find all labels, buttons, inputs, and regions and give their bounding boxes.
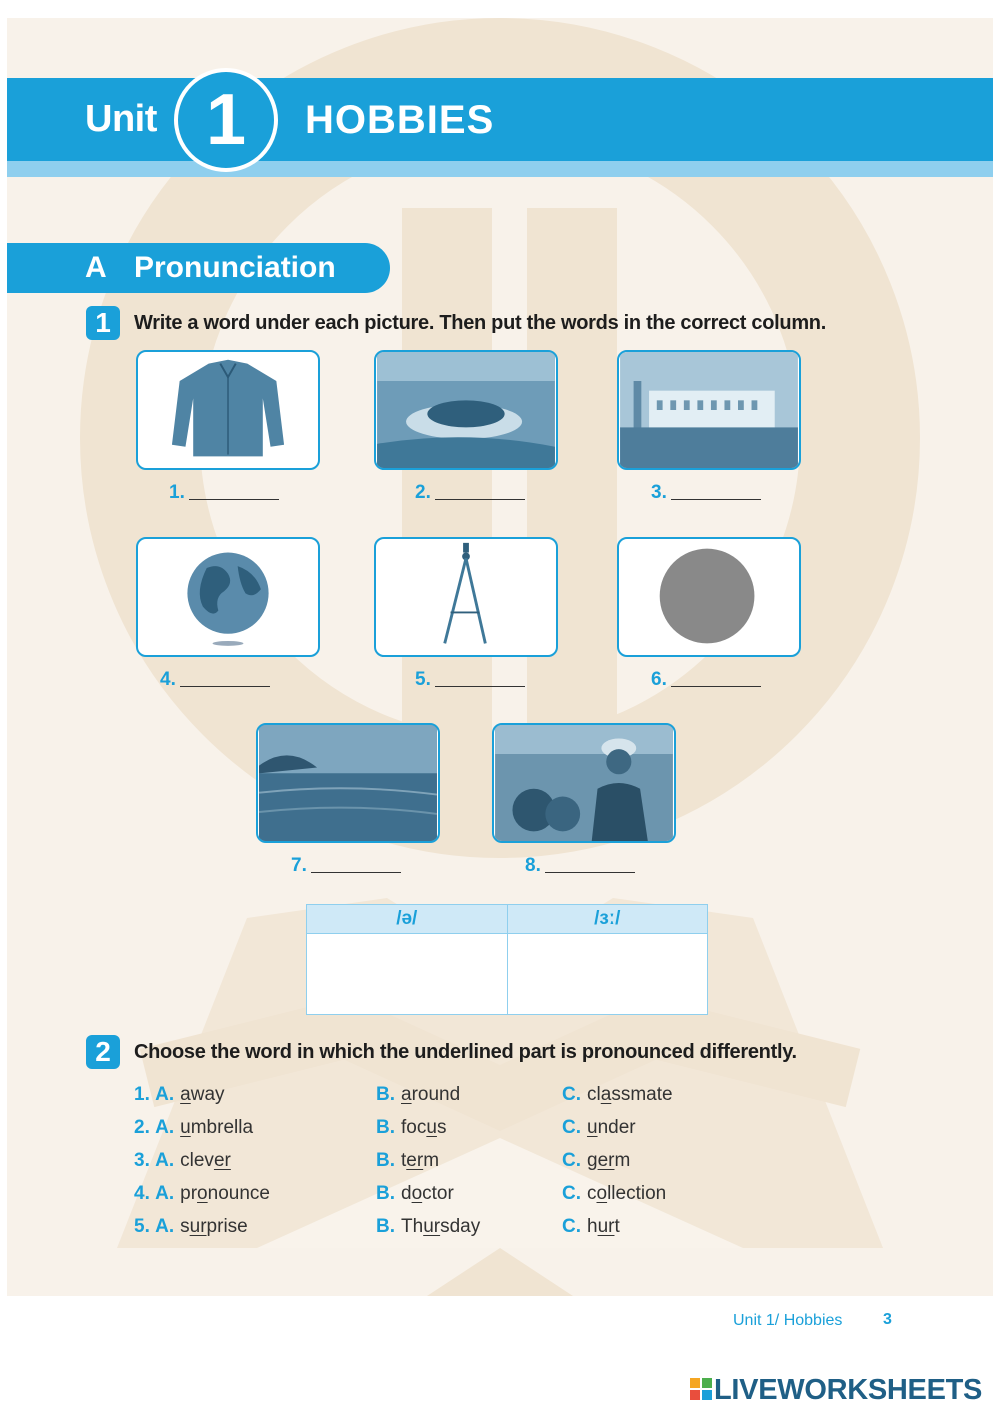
column-header-long-er: /ɜː/: [507, 905, 708, 934]
caption-4: 4.: [160, 669, 270, 691]
caption-2: 2.: [415, 482, 525, 504]
option-2b[interactable]: B. focus: [376, 1117, 447, 1138]
unit-label: Unit: [85, 98, 157, 140]
section-letter: A: [85, 251, 107, 284]
picture-7-sea: [256, 723, 440, 843]
sound-sort-table: [306, 904, 708, 1015]
liveworksheets-logo[interactable]: [690, 1374, 990, 1406]
option-5c[interactable]: C. hurt: [562, 1216, 620, 1237]
question-row-1: [134, 1084, 834, 1108]
picture-8-worker: [492, 723, 676, 843]
answer-blank-5[interactable]: [435, 673, 525, 687]
picture-2-island: [374, 350, 558, 470]
liveworksheets-wordmark: LIVEWORKSHEETS: [714, 1374, 983, 1406]
palace-icon: [619, 352, 799, 468]
answer-blank-2[interactable]: [435, 486, 525, 500]
option-3a[interactable]: 3. A. clever: [134, 1150, 231, 1171]
question-row-5: [134, 1216, 834, 1240]
caption-5: 5.: [415, 669, 525, 691]
option-4a[interactable]: 4. A. pronounce: [134, 1183, 270, 1204]
option-4c[interactable]: C. collection: [562, 1183, 667, 1204]
shirt-icon: [138, 352, 318, 468]
option-2c[interactable]: C. under: [562, 1117, 636, 1138]
picture-5-compass: [374, 537, 558, 657]
picture-3-palace: [617, 350, 801, 470]
picture-4-globe: [136, 537, 320, 657]
option-3c[interactable]: C. germ: [562, 1150, 631, 1171]
island-icon: [376, 352, 556, 468]
worksheet-page: [7, 18, 993, 1296]
compass-tool-icon: [376, 539, 556, 655]
option-5a[interactable]: 5. A. surprise: [134, 1216, 248, 1237]
section-title: Pronunciation: [134, 251, 336, 284]
sea-icon: [258, 725, 438, 841]
globe-icon: [138, 539, 318, 655]
answer-blank-4[interactable]: [180, 673, 270, 687]
header-stripe: [7, 161, 993, 177]
circle-shape-icon: [619, 539, 799, 655]
long-er-answer-cell[interactable]: [507, 934, 708, 1015]
exercise-2-instruction: Choose the word in which the underlined part is pronounced differently.: [134, 1041, 797, 1063]
exercise-2-number: 2: [86, 1035, 120, 1069]
question-row-2: [134, 1117, 834, 1141]
question-row-3: [134, 1150, 834, 1174]
picture-1-shirt: [136, 350, 320, 470]
exercise-1-number: 1: [86, 306, 120, 340]
worker-icon: [494, 725, 674, 841]
answer-blank-3[interactable]: [671, 486, 761, 500]
caption-7: 7.: [291, 855, 401, 877]
answer-blank-7[interactable]: [311, 859, 401, 873]
option-3b[interactable]: B. term: [376, 1150, 440, 1171]
schwa-answer-cell[interactable]: [307, 934, 508, 1015]
option-2a[interactable]: 2. A. umbrella: [134, 1117, 254, 1138]
exercise-1-instruction: Write a word under each picture. Then put the words in the correct column.: [134, 312, 826, 334]
answer-blank-1[interactable]: [189, 486, 279, 500]
answer-blank-6[interactable]: [671, 673, 761, 687]
caption-1: 1.: [169, 482, 279, 504]
caption-6: 6.: [651, 669, 761, 691]
answer-blank-8[interactable]: [545, 859, 635, 873]
section-a-banner: [7, 243, 390, 293]
column-header-schwa: /ə/: [307, 905, 508, 934]
option-1b[interactable]: B. around: [376, 1084, 461, 1105]
question-row-4: [134, 1183, 834, 1207]
page-number: 3: [883, 1311, 892, 1328]
unit-number-badge: 1: [174, 68, 278, 172]
unit-title: HOBBIES: [305, 98, 495, 142]
option-4b[interactable]: B. doctor: [376, 1183, 454, 1204]
option-1c[interactable]: C. classmate: [562, 1084, 673, 1105]
caption-8: 8.: [525, 855, 635, 877]
option-1a[interactable]: 1. A. away: [134, 1084, 225, 1105]
option-5b[interactable]: B. Thursday: [376, 1216, 481, 1237]
picture-6-circle: [617, 537, 801, 657]
footer-unit-text: Unit 1/ Hobbies: [733, 1312, 843, 1329]
liveworksheets-icon: [690, 1378, 712, 1400]
caption-3: 3.: [651, 482, 761, 504]
